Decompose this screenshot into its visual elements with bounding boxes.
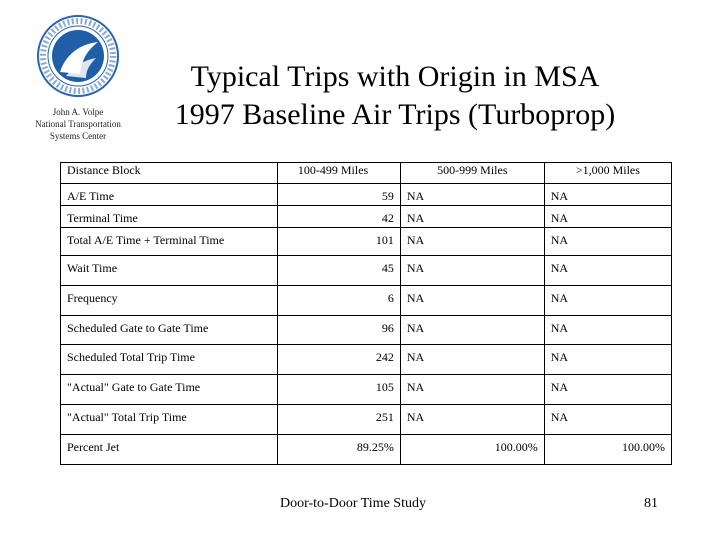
header-1000-plus-label: >1,000 Miles bbox=[575, 163, 640, 177]
org-line-2: National Transportation bbox=[35, 119, 121, 129]
cell-1000-plus: NA bbox=[544, 375, 671, 405]
cell-100-499: 105 bbox=[277, 375, 400, 405]
cell-100-499: 242 bbox=[277, 345, 400, 375]
row-label: Scheduled Gate to Gate Time bbox=[61, 316, 278, 345]
cell-500-999: 100.00% bbox=[400, 435, 544, 465]
cell-500-999: NA bbox=[400, 345, 544, 375]
table-header-row bbox=[61, 163, 672, 184]
table-row bbox=[61, 286, 672, 316]
table-row bbox=[61, 405, 672, 435]
cell-500-999: NA bbox=[400, 375, 544, 405]
header-100-499: 100-499 Miles bbox=[277, 163, 400, 184]
row-label: Total A/E Time + Terminal Time bbox=[61, 228, 278, 256]
slide-title bbox=[150, 58, 640, 134]
table-row bbox=[61, 256, 672, 286]
footer-text: Door-to-Door Time Study bbox=[280, 496, 426, 511]
org-line-1: John A. Volpe bbox=[52, 107, 104, 117]
table-row bbox=[61, 435, 672, 465]
cell-1000-plus: NA bbox=[544, 405, 671, 435]
cell-500-999: NA bbox=[400, 286, 544, 316]
cell-1000-plus: NA bbox=[544, 316, 671, 345]
cell-500-999: NA bbox=[400, 206, 544, 228]
table-row bbox=[61, 345, 672, 375]
title-line-2: 1997 Baseline Air Trips (Turboprop) bbox=[174, 98, 616, 131]
cell-100-499: 101 bbox=[277, 228, 400, 256]
cell-500-999: NA bbox=[400, 256, 544, 286]
cell-1000-plus: NA bbox=[544, 184, 671, 206]
header-1000-plus bbox=[544, 163, 671, 184]
cell-100-499: 251 bbox=[277, 405, 400, 435]
cell-100-499: 96 bbox=[277, 316, 400, 345]
header-distance-block: Distance Block bbox=[61, 163, 278, 184]
header-500-999: 500-999 Miles bbox=[400, 163, 544, 184]
row-label: Scheduled Total Trip Time bbox=[61, 345, 278, 375]
table-row bbox=[61, 316, 672, 345]
table-row bbox=[61, 184, 672, 206]
page-number: 81 bbox=[644, 496, 658, 511]
cell-500-999: NA bbox=[400, 228, 544, 256]
trip-times-table bbox=[60, 162, 672, 465]
cell-100-499: 45 bbox=[277, 256, 400, 286]
cell-1000-plus: NA bbox=[544, 345, 671, 375]
table-row bbox=[61, 375, 672, 405]
org-line-3: Systems Center bbox=[49, 131, 107, 141]
cell-100-499: 89.25% bbox=[277, 435, 400, 465]
cell-100-499: 42 bbox=[277, 206, 400, 228]
cell-100-499: 6 bbox=[277, 286, 400, 316]
cell-1000-plus: NA bbox=[544, 228, 671, 256]
cell-1000-plus: NA bbox=[544, 206, 671, 228]
organization-name bbox=[20, 106, 136, 142]
cell-1000-plus: 100.00% bbox=[544, 435, 671, 465]
cell-100-499: 59 bbox=[277, 184, 400, 206]
row-label: Percent Jet bbox=[61, 435, 278, 465]
row-label: "Actual" Total Trip Time bbox=[61, 405, 278, 435]
cell-1000-plus: NA bbox=[544, 286, 671, 316]
row-label: A/E Time bbox=[61, 184, 278, 206]
row-label: Terminal Time bbox=[61, 206, 278, 228]
table-row bbox=[61, 206, 672, 228]
row-label: "Actual" Gate to Gate Time bbox=[61, 375, 278, 405]
title-line-1: Typical Trips with Origin in MSA bbox=[190, 60, 600, 93]
dot-seal-logo bbox=[36, 14, 120, 98]
cell-1000-plus: NA bbox=[544, 256, 671, 286]
cell-500-999: NA bbox=[400, 184, 544, 206]
cell-500-999: NA bbox=[400, 405, 544, 435]
row-label: Frequency bbox=[61, 286, 278, 316]
row-label: Wait Time bbox=[61, 256, 278, 286]
cell-500-999: NA bbox=[400, 316, 544, 345]
table-row bbox=[61, 228, 672, 256]
